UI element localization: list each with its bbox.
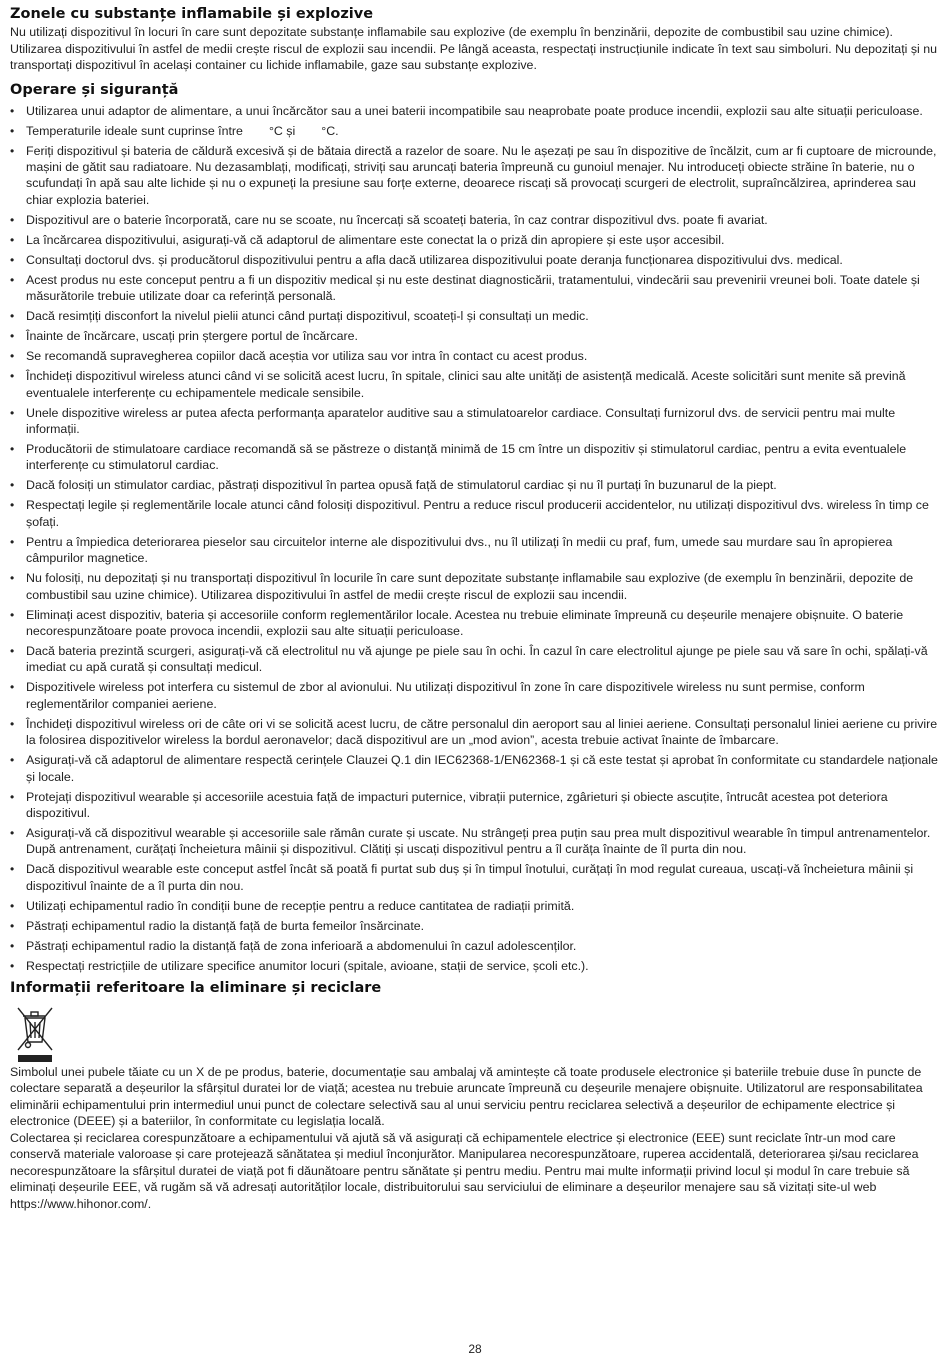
list-item: • Dacă dispozitivul wearable este conceput astfel încât să poată fi purtat sub duș și în timpul înotului, curățați în mod regulat cureaua, uscați-vă încheietura mâinii și dispozitivul înainte de a îl purta din nou. (10, 861, 942, 894)
section-flammable-zones (10, 4, 942, 74)
list-item-temperature: • Temperaturile ideale sunt cuprinse între °C și °C. (10, 123, 942, 139)
list-item: • Producătorii de stimulatoare cardiace recomandă să se păstreze o distanță minimă de 15 cm între un dispozitiv și stimulatorul cardiac, pentru a evita eventualele interferențe cu stimulatorul cardiac. (10, 441, 942, 474)
list-item: • Eliminați acest dispozitiv, bateria și accesoriile conform reglementărilor locale. Acestea nu trebuie eliminate împreună cu deșeurile menajere obișnuite. O baterie necorespunzătoare poate provoca incendii, explozii sau alte situații periculoase. (10, 607, 942, 640)
section-heading-flammable: Zonele cu substanțe inflamabile și explozive (10, 6, 374, 22)
list-item: • Dacă resimțiți disconfort la nivelul pielii atunci când purtați dispozitivul, scoateți-l și consultați un medic. (10, 308, 942, 324)
document-page (10, 4, 942, 1212)
list-item: • Închideți dispozitivul wireless atunci când vi se solicită acest lucru, în spitale, clinici sau alte unități de asistență medicală. Aceste solicitări sunt menite să prevină eventualele interferențe cu echipamentele medicale sensibile. (10, 368, 942, 401)
section-operation-safety (10, 80, 942, 975)
page-number: 28 (468, 1342, 482, 1356)
paragraph-disposal-2: Colectarea și reciclarea corespunzătoare a echipamentului vă ajută să vă asigurați că echipamentele electrice și electronice (EEE) sunt reciclate într-un mod care conservă materiale valoroase și care protejează sănătatea și mediul înconjurător. Manipularea necorespunzătoare, ruperea accidentală, deteriorarea și/sau reciclarea necorespunzătoare la sfârșitul duratei de viață pot fi dăunătoare pentru sănătate și pentru mediu. Pentru mai multe informații privind locul și modul în care trebuie să eliminați deșeurile EEE, vă rugăm să vă adresați autorităților locale, distribuitorului sau serviciului de eliminare a deșeurilor menajere sau să vizitați site-ul web https://www.hihonor.com/. (10, 1130, 919, 1211)
list-item: • Dispozitivele wireless pot interfera cu sistemul de zbor al avionului. Nu utilizați dispozitivul în zone în care dispozitivele wireless nu sunt permise, conform reglementărilor companiei aeriene. (10, 679, 942, 712)
list-item: • Pentru a împiedica deteriorarea pieselor sau circuitelor interne ale dispozitivului dvs., nu îl utilizați în medii cu praf, fum, umede sau murdare sau în apropierea câmpurilor magnetice. (10, 534, 942, 567)
section-heading-safety: Operare și siguranță (10, 81, 179, 98)
list-item: • Respectați restricțiile de utilizare specifice anumitor locuri (spitale, avioane, stații de service, școli etc.). (10, 958, 942, 974)
list-item: • Păstrați echipamentul radio la distanță față de burta femeilor însărcinate. (10, 918, 942, 934)
list-item: • Înainte de încărcare, uscați prin ștergere portul de încărcare. (10, 328, 942, 344)
list-item: • Utilizați echipamentul radio în condiții bune de recepție pentru a reduce cantitatea de radiații primită. (10, 898, 942, 914)
paragraph-disposal-1: Simbolul unei pubele tăiate cu un X de pe produs, baterie, documentație sau ambalaj vă amintește că toate produsele electronice și bateriile trebuie duse în puncte de colectare separată a deșeurilor la sfârșitul duratei lor de viață; acestea nu trebuie aruncate împreună cu deșeurile menajere obișnuite. Utilizatorul are responsabilitatea eliminării echipamentului prin intermediul unui punct de colectare selectivă sau al unui serviciu pentru reciclarea selectivă a deșeurilor de echipamente electrice și electronice (DEEE) și a bateriilor, în conformitate cu legislația locală. (10, 1064, 923, 1129)
list-item: • Consultați doctorul dvs. și producătorul dispozitivului pentru a afla dacă utilizarea dispozitivului poate deranja funcționarea dispozitivului dvs. medical. (10, 252, 942, 268)
list-item: • Utilizarea unui adaptor de alimentare, a unui încărcător sau a unei baterii incompatibile sau neaprobate poate produce incendii, explozii sau alte situații periculoase. (10, 103, 942, 119)
section-heading-disposal: Informații referitoare la eliminare și reciclare (10, 979, 382, 996)
list-item: • Dispozitivul are o baterie încorporată, care nu se scoate, nu încercați să scoateți bateria, în caz contrar dispozitivul dvs. poate fi avariat. (10, 212, 942, 228)
list-item: • Acest produs nu este conceput pentru a fi un dispozitiv medical și nu este destinat diagnosticării, tratamentului, vindecării sau prevenirii vreunei boli. Toate datele și măsurătorile trebuie utilizate doar ca referință personală. (10, 272, 942, 305)
list-item: • Se recomandă supravegherea copiilor dacă aceștia vor utiliza sau vor intra în contact cu acest produs. (10, 348, 942, 364)
safety-list (10, 103, 942, 975)
list-item: • Respectați legile și reglementările locale atunci când folosiți dispozitivul. Pentru a reduce riscul producerii accidentelor, nu utilizați dispozitivul dvs. wireless în timp ce șofați. (10, 497, 942, 530)
list-item: • Unele dispozitive wireless ar putea afecta performanța aparatelor auditive sau a stimulatoarelor cardiace. Consultați furnizorul dvs. de servicii pentru mai multe informații. (10, 405, 942, 438)
list-item: • Închideți dispozitivul wireless ori de câte ori vi se solicită acest lucru, de către personalul din aeroport sau al liniei aeriene. Consultați personalul liniei aeriene cu privire la folosirea dispozitivelor wireless la bordul aeronavelor; dacă dispozitivul are un „mod avion”, acesta trebuie activat înainte de îmbarcare. (10, 716, 942, 749)
list-item: • Dacă folosiți un stimulator cardiac, păstrați dispozitivul în partea opusă față de stimulatorul cardiac și nu îl purtați în buzunarul de la piept. (10, 477, 942, 493)
section-disposal-recycling (10, 978, 942, 1213)
list-item: • Feriți dispozitivul și bateria de căldură excesivă și de bătaia directă a razelor de soare. Nu le așezați pe sau în dispozitive de încălzit, cum ar fi cuptoare de microunde, mașini de gătit sau radiatoare. Nu dezasamblați, modificați, striviți sau aruncați bateria împreună cu gunoiul menajer. Nu introduceți obiecte străine în baterie, nu o scufundați în apă sau alte lichide și nu o expuneți la presiune sau forțe externe, deoarece riscați să provocați scurgeri de electrolit, supraîncălzirea, aprinderea sau chiar explozia bateriei. (10, 143, 942, 209)
list-item: • La încărcarea dispozitivului, asigurați-vă că adaptorul de alimentare este conectat la o priză din apropiere și este ușor accesibil. (10, 232, 942, 248)
crossed-out-wheelie-bin-icon (14, 1004, 56, 1064)
list-item: • Păstrați echipamentul radio la distanță față de zona inferioară a abdomenului în cazul adolescenților. (10, 938, 942, 954)
list-item: • Asigurați-vă că adaptorul de alimentare respectă cerințele Clauzei Q.1 din IEC62368-1/EN62368-1 și că este testat și aprobat în conformitate cu standardele naționale și locale. (10, 752, 942, 785)
list-item: • Protejați dispozitivul wearable și accesoriile acestuia față de impacturi puternice, vibrații puternice, zgârieturi și obiecte ascuțite, întrucât acestea pot deteriora dispozitivul. (10, 789, 942, 822)
list-item: • Dacă bateria prezintă scurgeri, asigurați-vă că electrolitul nu vă ajunge pe piele sau în ochi. În cazul în care electrolitul ajunge pe piele sau vă sare în ochi, spălați-vă imediat cu apă curată și consultați medicul. (10, 643, 942, 676)
list-item: • Asigurați-vă că dispozitivul wearable și accesoriile sale rămân curate și uscate. Nu strângeți prea puțin sau prea mult dispozitivul wearable în timpul antrenamentelor. După antrenament, curățați încheietura mâinii și dispozitivul. Clătiți și uscați dispozitivul pentru a îl curăța înainte de îl purta din nou. (10, 825, 942, 858)
paragraph-flammable: Nu utilizați dispozitivul în locuri în care sunt depozitate substanțe inflamabile sau explozive (de exemplu în benzinării, depozite de combustibil sau uzine chimice). Utilizarea dispozitivului în astfel de medii crește riscul de explozii sau incendii. Pe lângă aceasta, respectați instrucțiunile indicate în text sau simboluri. Nu depozitați și nu transportați dispozitivul în același container cu lichide inflamabile, gaze sau substanțe explozive. (10, 25, 938, 72)
list-item: • Nu folosiți, nu depozitați și nu transportați dispozitivul în locurile în care sunt depozitate substanțe inflamabile sau explozive (de exemplu în benzinării, depozite de combustibil sau uzine chimice). Utilizarea dispozitivului în astfel de medii crește riscul de explozii sau incendii. (10, 570, 942, 603)
